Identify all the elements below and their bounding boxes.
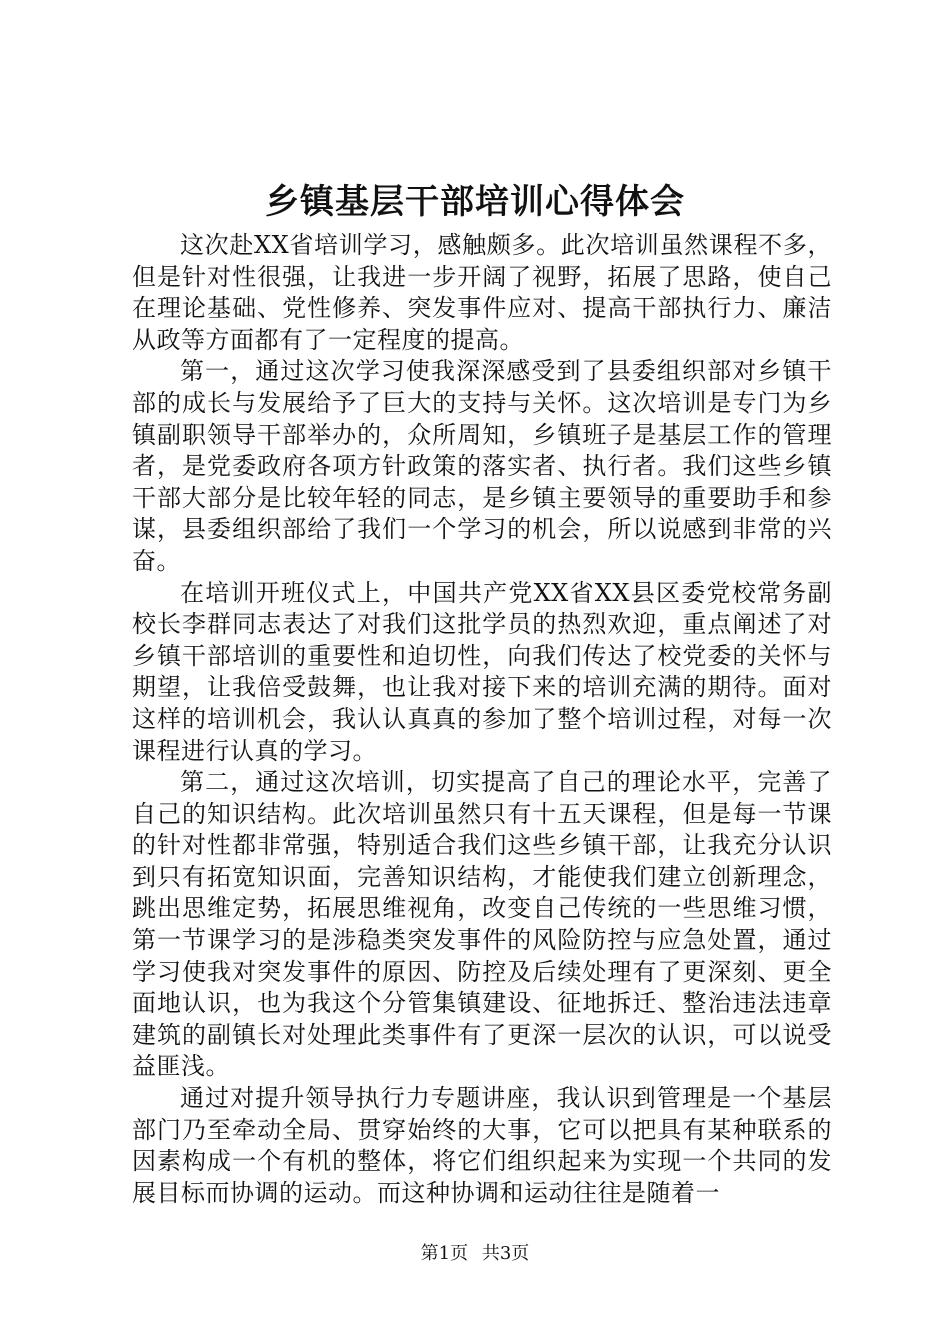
- paragraph-2: 第一，通过这次学习使我深深感受到了县委组织部对乡镇干部的成长与发展给予了巨大的支持与关怀。这次培训是专门为乡镇副职领导干部举办的，众所周知，乡镇班子是基层工作的管理者，是党委政府各项方针政策的落实者、执行者。我们这些乡镇干部大部分是比较年轻的同志，是乡镇主要领导的重要助手和参谋，县委组织部给了我们一个学习的机会，所以说感到非常的兴奋。: [132, 357, 832, 575]
- page-number-current: 第1页: [420, 1243, 469, 1264]
- page-number-total: 共3页: [481, 1243, 530, 1264]
- paragraph-5: 通过对提升领导执行力专题讲座，我认识到管理是一个基层部门乃至牵动全局、贯穿始终的大事，它可以把具有某种联系的因素构成一个有机的整体，将它们组织起来为实现一个共同的发展目标而协调的运动。而这种协调和运动往往是随着一: [132, 1084, 832, 1207]
- paragraph-1: 这次赴XX省培训学习，感触颇多。此次培训虽然课程不多，但是针对性很强，让我进一步开阔了视野，拓展了思路，使自己在理论基础、党性修养、突发事件应对、提高干部执行力、廉洁从政等方面都有了一定程度的提高。: [132, 231, 832, 354]
- document-title: 乡镇基层干部培训心得体会: [265, 182, 685, 222]
- page-footer: [0, 1242, 950, 1266]
- document-body: [132, 230, 832, 1209]
- paragraph-3: 在培训开班仪式上，中国共产党XX省XX县区委党校常务副校长李群同志表达了对我们这批学员的热烈欢迎，重点阐述了对乡镇干部培训的重要性和迫切性，向我们传达了校党委的关怀与期望，让我倍受鼓舞，也让我对接下来的培训充满的期待。面对这样的培训机会，我认认真真的参加了整个培训过程，对每一次课程进行认真的学习。: [132, 578, 832, 765]
- paragraph-4: 第二，通过这次培训，切实提高了自己的理论水平，完善了自己的知识结构。此次培训虽然只有十五天课程，但是每一节课的针对性都非常强，特别适合我们这些乡镇干部，让我充分认识到只有拓宽知识面，完善知识结构，才能使我们建立创新理念，跳出思维定势，拓展思维视角，改变自己传统的一些思维习惯，第一节课学习的是涉稳类突发事件的风险防控与应急处置，通过学习使我对突发事件的原因、防控及后续处理有了更深刻、更全面地认识，也为我这个分管集镇建设、征地拆迁、整治违法违章建筑的副镇长对处理此类事件有了更深一层次的认识，可以说受益匪浅。: [132, 768, 832, 1081]
